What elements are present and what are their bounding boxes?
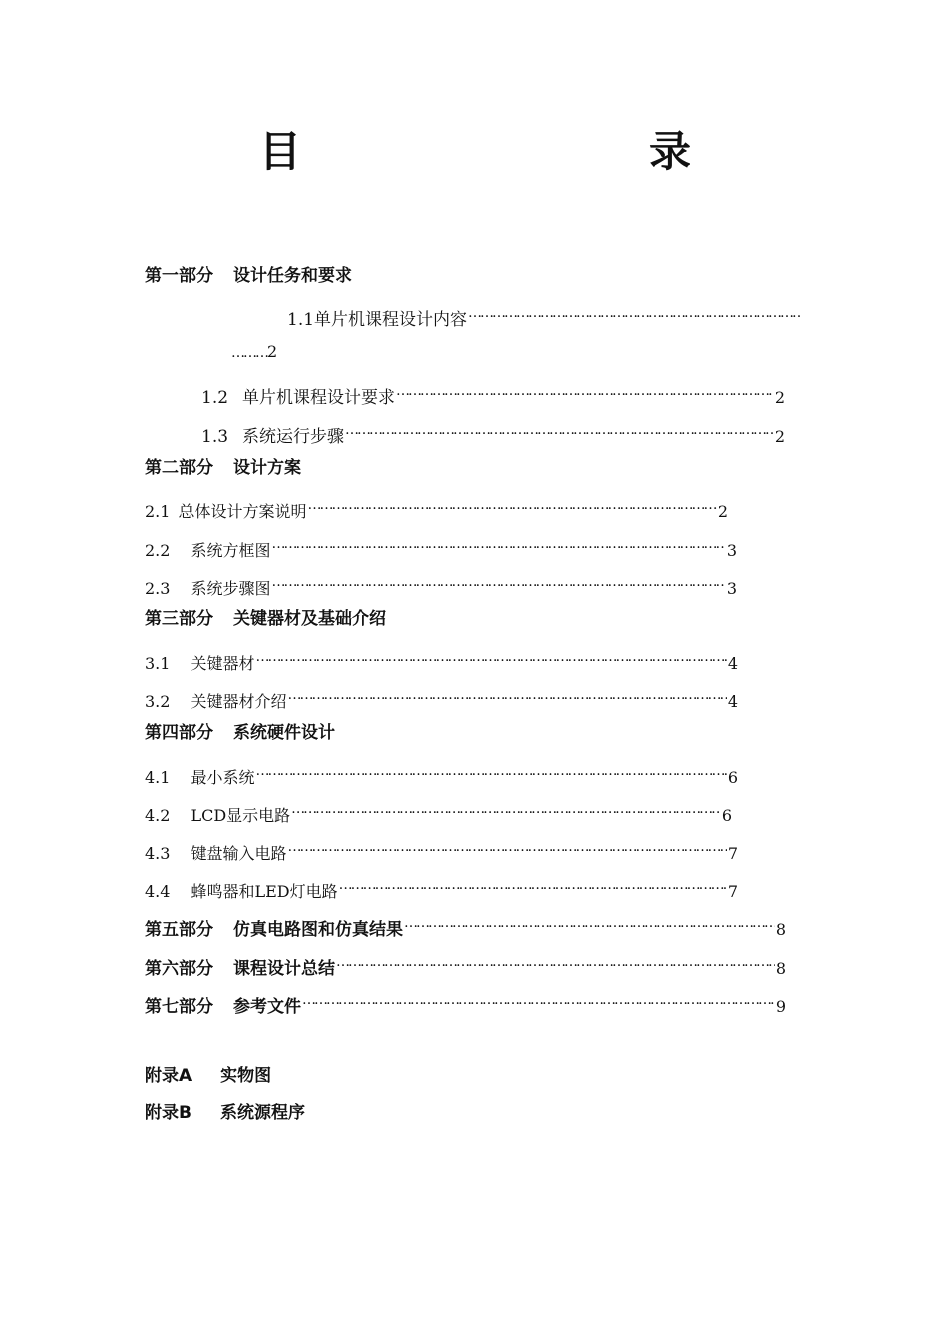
part-title: 课程设计总结: [233, 959, 335, 979]
toc-entry-4-4[interactable]: [145, 873, 738, 904]
dot-leader: [345, 418, 774, 442]
entry-title: 关键器材介绍: [190, 692, 287, 711]
part-title: 参考文件: [233, 997, 301, 1017]
entry-number: 4.3: [145, 844, 171, 863]
toc-part-1[interactable]: [145, 264, 352, 288]
part-title: 设计方案: [233, 458, 301, 478]
page-number: 2: [774, 388, 785, 407]
entry-title: 关键器材: [190, 654, 255, 673]
page-number: 2: [774, 427, 785, 446]
dot-leader: [396, 379, 774, 403]
toc-part-7[interactable]: [145, 988, 786, 1019]
entry-number: 1.3: [201, 427, 229, 447]
toc-entry-2-2[interactable]: [145, 532, 737, 563]
entry-number: 2.2: [145, 541, 171, 560]
toc-entry-2-3[interactable]: [145, 570, 737, 601]
part-title: 设计任务和要求: [233, 266, 352, 286]
dot-leader: [302, 988, 775, 1012]
entry-title: 系统方框图: [190, 541, 271, 560]
dot-leader: [255, 759, 726, 783]
part-number: 第一部分: [145, 266, 213, 286]
part-number: 第六部分: [145, 959, 213, 979]
entry-number: 2.1: [145, 502, 171, 521]
page-number: 3: [726, 541, 737, 560]
toc-part-2[interactable]: [145, 456, 301, 480]
toc-entry-1-2[interactable]: [201, 379, 785, 410]
page-number: 8: [775, 920, 786, 939]
toc-entry-4-2[interactable]: [145, 797, 732, 828]
toc-entry-3-1[interactable]: [145, 645, 738, 676]
dot-leader: [271, 532, 725, 556]
entry-title: 系统步骤图: [190, 579, 271, 598]
toc-part-3[interactable]: [145, 607, 386, 631]
entry-number: 4.2: [145, 806, 171, 825]
entry-title: 总体设计方案说明: [178, 502, 307, 521]
dot-leader: [255, 645, 726, 669]
toc-entry-4-3[interactable]: [145, 835, 738, 866]
page-number: 3: [726, 579, 737, 598]
toc-entry-2-1[interactable]: [145, 493, 728, 524]
entry-title: 单片机课程设计要求: [242, 388, 396, 408]
dot-leader: [336, 950, 775, 974]
page-number: 6: [721, 806, 732, 825]
entry-number: 3.2: [145, 692, 171, 711]
appendix-number: 附录A: [145, 1066, 193, 1086]
page-number: 7: [727, 882, 738, 901]
toc-entry-1-1-continued[interactable]: [231, 340, 277, 365]
toc-appendix-b[interactable]: [145, 1101, 305, 1125]
part-number: 第三部分: [145, 609, 213, 629]
page-number: 4: [727, 654, 738, 673]
dot-leader: [287, 835, 726, 859]
toc-appendix-a[interactable]: [145, 1064, 271, 1088]
page-number: 4: [727, 692, 738, 711]
part-number: 第四部分: [145, 723, 213, 743]
page-number: 9: [775, 997, 786, 1016]
dot-leader: [307, 493, 716, 517]
toc-part-4[interactable]: [145, 721, 335, 745]
entry-title: 蜂鸣器和LED灯电路: [190, 882, 338, 901]
dot-leader: [404, 911, 775, 935]
appendix-title: 系统源程序: [219, 1103, 305, 1123]
appendix-title: 实物图: [220, 1066, 272, 1086]
entry-number: 4.1: [145, 768, 171, 787]
entry-title: LCD显示电路: [190, 806, 291, 825]
entry-number: 4.4: [145, 882, 171, 901]
entry-number: 3.1: [145, 654, 171, 673]
appendix-number: 附录B: [145, 1103, 192, 1123]
page-number: 7: [727, 844, 738, 863]
toc-part-5[interactable]: [145, 911, 786, 942]
part-number: 第二部分: [145, 458, 213, 478]
toc-entry-1-1[interactable]: [287, 301, 803, 332]
dot-leader: [287, 683, 726, 707]
page-number: 2: [267, 342, 278, 361]
part-number: 第七部分: [145, 997, 213, 1017]
entry-title: 最小系统: [190, 768, 255, 787]
part-number: 第五部分: [145, 920, 213, 940]
dot-leader: [291, 797, 721, 821]
entry-number: 1.2: [201, 388, 229, 408]
page-title: 目 录: [258, 127, 779, 176]
toc-entry-3-2[interactable]: [145, 683, 738, 714]
part-title: 系统硬件设计: [233, 723, 335, 743]
page-number: 6: [727, 768, 738, 787]
dot-leader: [468, 301, 802, 325]
entry-title: 系统运行步骤: [242, 427, 345, 447]
page-number: 2: [717, 502, 728, 521]
toc-part-6[interactable]: [145, 950, 786, 981]
page-number: 8: [775, 959, 786, 978]
entry-number: 2.3: [145, 579, 171, 598]
dot-leader: ………: [231, 345, 267, 361]
dot-leader: [339, 873, 727, 897]
part-title: 关键器材及基础介绍: [233, 609, 386, 629]
toc-entry-1-3[interactable]: [201, 418, 785, 449]
dot-leader: [271, 570, 725, 594]
entry-title: 1.1单片机课程设计内容: [287, 310, 468, 330]
part-title: 仿真电路图和仿真结果: [233, 920, 403, 940]
entry-title: 键盘输入电路: [190, 844, 287, 863]
toc-entry-4-1[interactable]: [145, 759, 738, 790]
